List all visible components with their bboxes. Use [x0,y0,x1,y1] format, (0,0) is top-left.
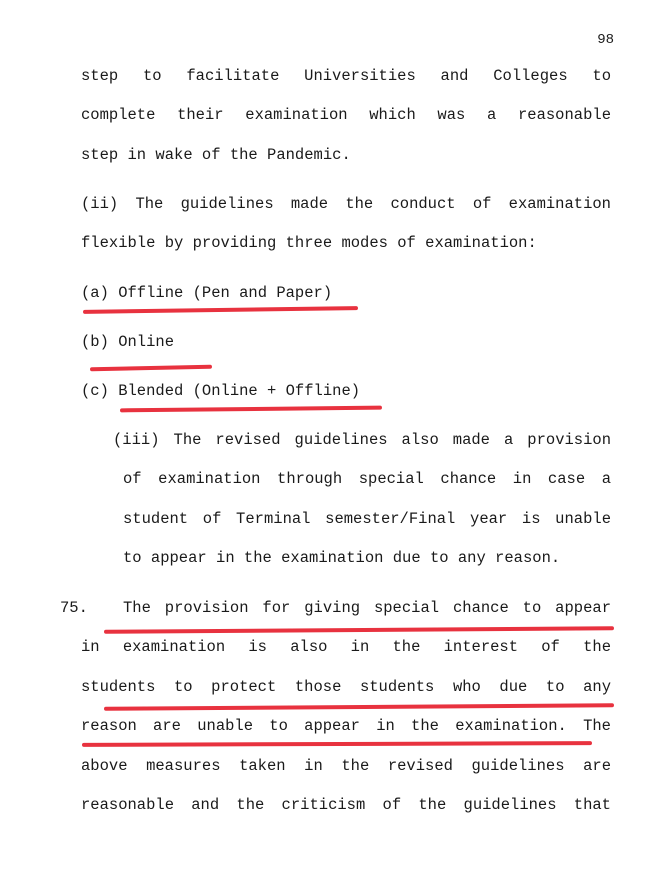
red-underline-blended [120,406,382,413]
text-line-3: step in wake of the Pandemic. [81,146,351,164]
text-line-17: reason are unable to appear in the examination. The [81,717,611,735]
list-item-offline: (a) Offline (Pen and Paper) [81,284,333,302]
text-line-15: in examination is also in the interest of the [81,638,611,656]
red-underline-offline [83,306,358,314]
red-underline-para75-line3 [104,703,614,711]
text-line-9: (iii) The revised guidelines also made a provision [113,431,611,449]
list-item-online: (b) Online [81,333,175,351]
paragraph-number: 75. [60,599,88,617]
text-line-4: (ii) The guidelines made the conduct of examination [81,195,611,213]
list-item-blended: (c) Blended (Online + Offline) [81,382,361,400]
text-line-1: step to facilitate Universities and Colleges to [81,67,611,85]
text-line-11: student of Terminal semester/Final year is unable [123,510,611,528]
text-line-12: to appear in the examination due to any reason. [123,549,561,567]
text-line-14: The provision for giving special chance to appear [123,599,611,617]
text-line-10: of examination through special chance in case a [123,470,611,488]
text-line-5: flexible by providing three modes of examination: [81,234,537,252]
page-number: 98 [597,32,614,48]
text-line-2: complete their examination which was a reasonable [81,106,611,124]
red-underline-online [90,365,212,372]
text-line-16: students to protect those students who due to any [81,678,611,696]
red-underline-para75-line4 [82,741,592,747]
red-underline-para75-line1 [104,626,614,634]
text-line-18: above measures taken in the revised guidelines are [81,757,611,775]
text-line-19: reasonable and the criticism of the guidelines that [81,796,611,814]
